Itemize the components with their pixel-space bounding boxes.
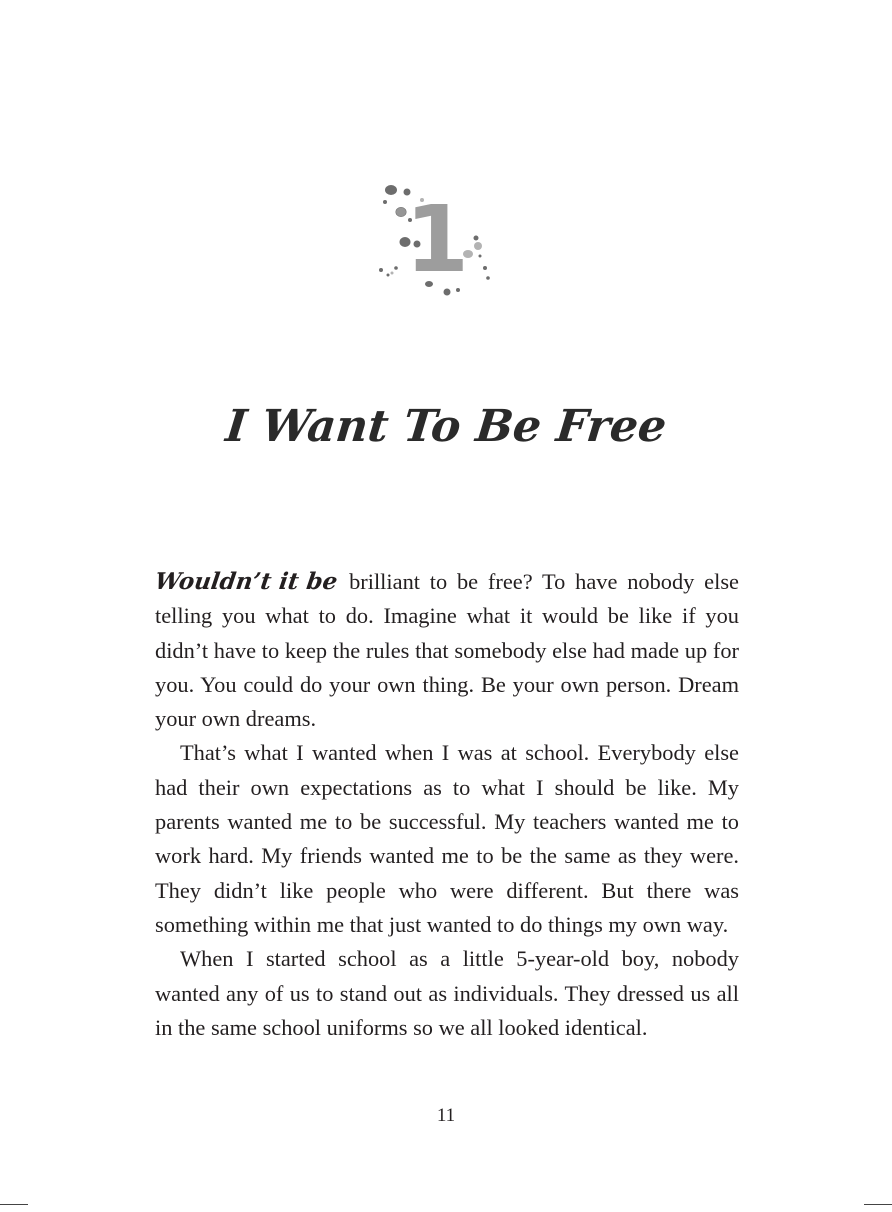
page-number: 11 bbox=[436, 1105, 456, 1126]
chapter-body bbox=[155, 565, 739, 1045]
crop-mark-right bbox=[864, 1204, 892, 1205]
paragraph-2: That’s what I wanted when I was at school. Everybody else had their own expectations as to what I should be like. My parents wanted me to be successful. My teachers wanted me to work hard. My friends wanted me to be the same as they were. They didn’t like people who were different. But there was something within me that just wanted to do things my own way. bbox=[155, 740, 739, 937]
chapter-number: 1 bbox=[404, 186, 469, 293]
lead-in-text: Wouldn’t it be bbox=[153, 568, 340, 595]
paragraph-3: When I started school as a little 5-year-old boy, nobody wanted any of us to stand out as individuals. They dressed us all in the same school uniforms so we all looked identical. bbox=[155, 946, 739, 1040]
chapter-ornament bbox=[372, 180, 502, 305]
chapter-title: I Want To Be Free bbox=[223, 401, 669, 452]
paragraph-1 bbox=[155, 565, 739, 736]
paragraph-1-text: brilliant to be free? To have nobody else telling you what to do. Imagine what it would be like if you didn’t have to keep the rules that somebody else had made up for you. You could do your own thing. Be your own person. Dream your own dreams. bbox=[155, 569, 739, 732]
crop-mark-left bbox=[0, 1204, 28, 1205]
